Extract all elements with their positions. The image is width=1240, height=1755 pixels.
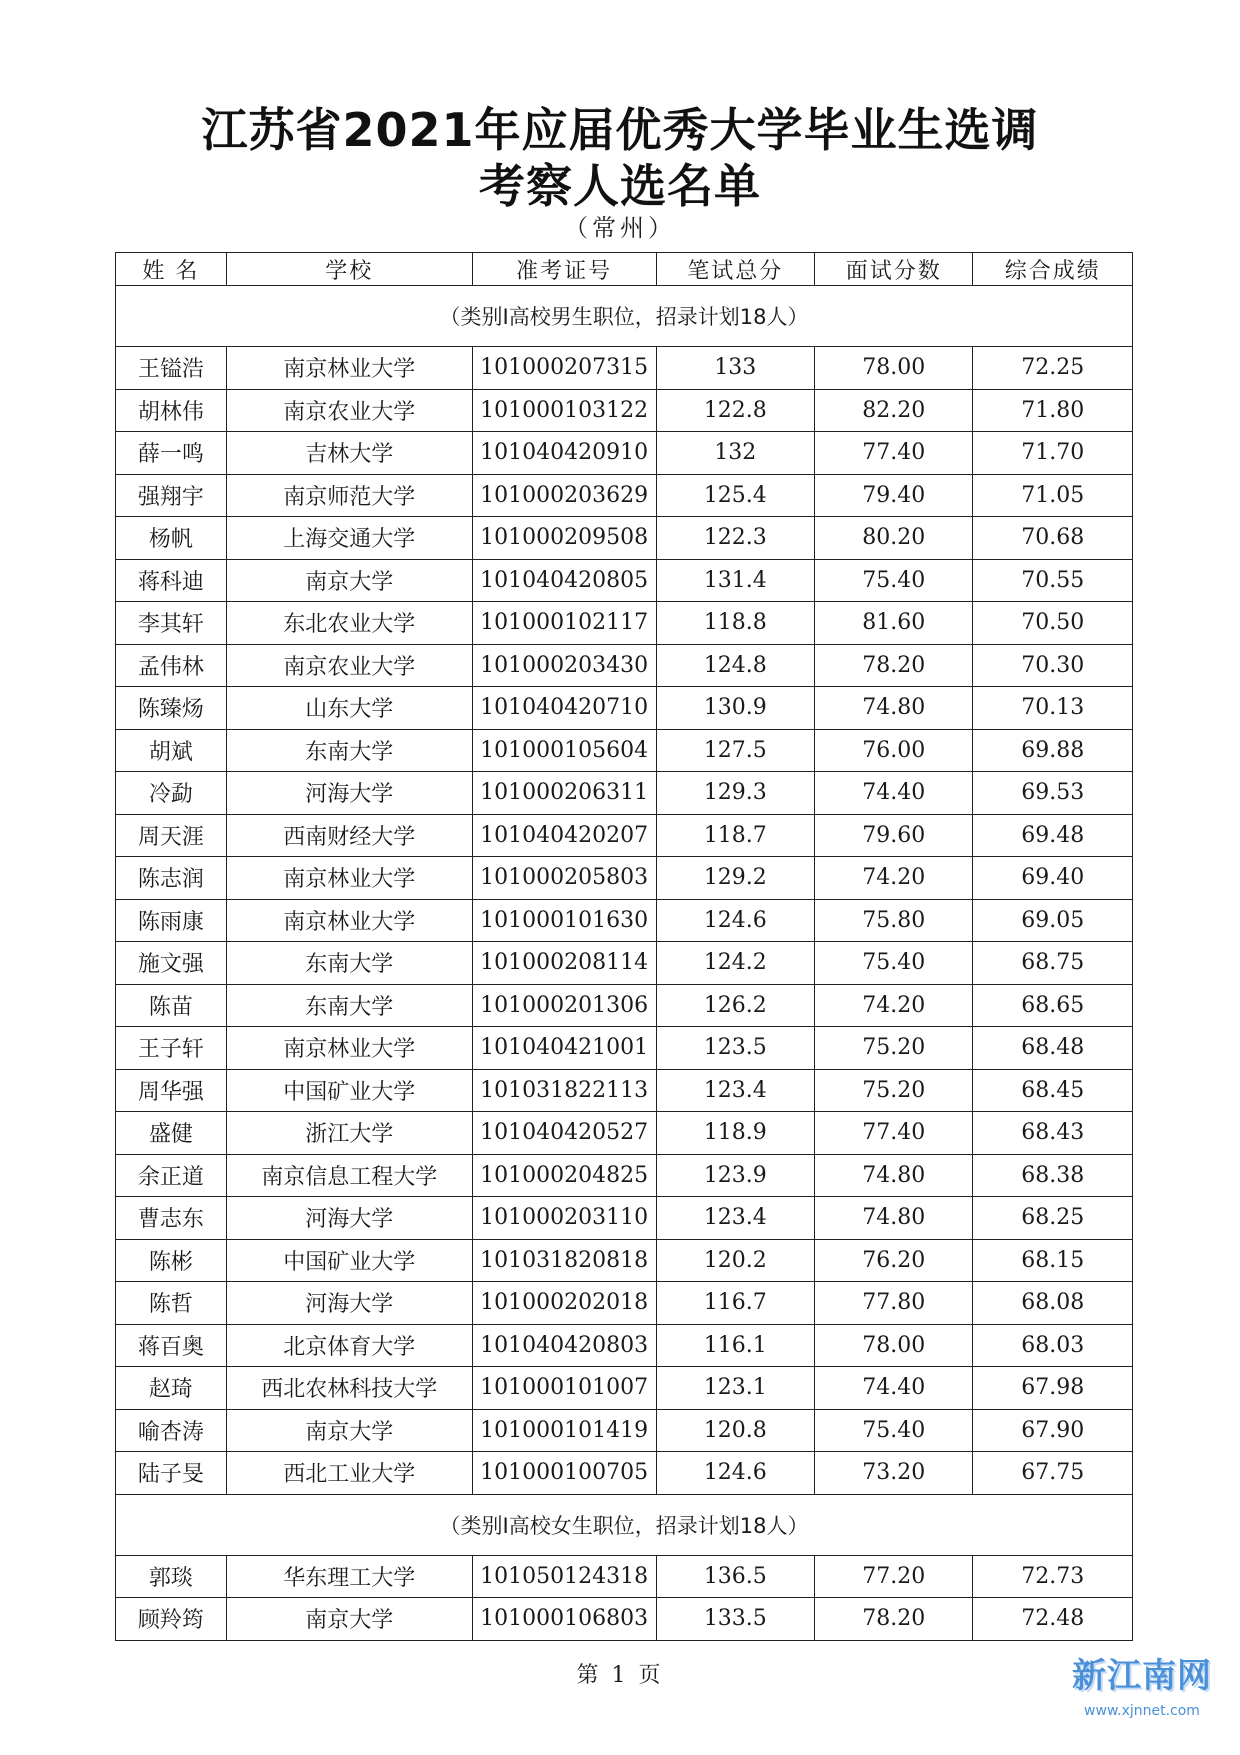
cell-written-score: 131.4 [656,559,814,602]
cell-name: 陈臻炀 [116,687,227,730]
cell-written-score: 123.4 [656,1197,814,1240]
cell-interview-score: 77.20 [815,1555,973,1598]
cell-name: 喻杏涛 [116,1409,227,1452]
cell-interview-score: 78.00 [815,347,973,390]
cell-exam-number: 101000100705 [472,1452,656,1495]
table-row [116,729,1133,772]
cell-exam-number: 101000102117 [472,602,656,645]
cell-total-score: 67.90 [973,1409,1133,1452]
cell-school: 东南大学 [226,729,472,772]
cell-total-score: 71.70 [973,432,1133,475]
cell-written-score: 130.9 [656,687,814,730]
table-row [116,1239,1133,1282]
cell-name: 薛一鸣 [116,432,227,475]
cell-total-score: 69.05 [973,899,1133,942]
cell-school: 西北工业大学 [226,1452,472,1495]
cell-written-score: 118.7 [656,814,814,857]
cell-written-score: 123.1 [656,1367,814,1410]
cell-written-score: 118.8 [656,602,814,645]
table-row [116,474,1133,517]
cell-exam-number: 101040420805 [472,559,656,602]
cell-total-score: 68.75 [973,942,1133,985]
cell-exam-number: 101040420710 [472,687,656,730]
cell-total-score: 68.25 [973,1197,1133,1240]
cell-exam-number: 101000203629 [472,474,656,517]
cell-total-score: 68.48 [973,1027,1133,1070]
table-row [116,1598,1133,1641]
table-row [116,644,1133,687]
cell-written-score: 123.5 [656,1027,814,1070]
cell-name: 陈苗 [116,984,227,1027]
cell-interview-score: 75.20 [815,1027,973,1070]
cell-written-score: 120.8 [656,1409,814,1452]
watermark-url: www.xjnnet.com [1084,1703,1200,1719]
table-row [116,389,1133,432]
table-row [116,899,1133,942]
cell-school: 南京农业大学 [226,644,472,687]
cell-interview-score: 75.40 [815,559,973,602]
cell-written-score: 123.9 [656,1154,814,1197]
cell-interview-score: 79.60 [815,814,973,857]
table-row [116,559,1133,602]
cell-exam-number: 101000204825 [472,1154,656,1197]
cell-school: 南京师范大学 [226,474,472,517]
cell-interview-score: 78.00 [815,1324,973,1367]
cell-exam-number: 101040420207 [472,814,656,857]
cell-written-score: 129.3 [656,772,814,815]
table-row [116,857,1133,900]
cell-name: 顾羚筠 [116,1598,227,1641]
table-row [116,602,1133,645]
cell-interview-score: 74.80 [815,1197,973,1240]
category-label: （类别Ⅰ高校女生职位，招录计划18人） [116,1494,1133,1555]
cell-total-score: 68.43 [973,1112,1133,1155]
cell-name: 郭琰 [116,1555,227,1598]
cell-written-score: 125.4 [656,474,814,517]
header-written-score: 笔试总分 [656,253,814,286]
cell-exam-number: 101000202018 [472,1282,656,1325]
cell-interview-score: 78.20 [815,1598,973,1641]
cell-exam-number: 101000203110 [472,1197,656,1240]
cell-school: 南京信息工程大学 [226,1154,472,1197]
site-watermark [1062,1648,1222,1748]
cell-written-score: 127.5 [656,729,814,772]
cell-written-score: 122.3 [656,517,814,560]
candidate-table [115,252,1133,1641]
table-row [116,1112,1133,1155]
cell-interview-score: 77.80 [815,1282,973,1325]
cell-school: 中国矿业大学 [226,1239,472,1282]
cell-name: 胡斌 [116,729,227,772]
cell-total-score: 69.53 [973,772,1133,815]
header-exam-number: 准考证号 [472,253,656,286]
cell-written-score: 133.5 [656,1598,814,1641]
table-row [116,517,1133,560]
header-name: 姓 名 [116,253,227,286]
cell-exam-number: 101050124318 [472,1555,656,1598]
header-total-score: 综合成绩 [973,253,1133,286]
cell-name: 王镒浩 [116,347,227,390]
cell-name: 周天涯 [116,814,227,857]
cell-name: 胡林伟 [116,389,227,432]
cell-exam-number: 101000106803 [472,1598,656,1641]
cell-school: 南京林业大学 [226,347,472,390]
cell-name: 强翔宇 [116,474,227,517]
cell-interview-score: 73.20 [815,1452,973,1495]
cell-interview-score: 74.40 [815,1367,973,1410]
cell-school: 南京大学 [226,559,472,602]
cell-exam-number: 101000101419 [472,1409,656,1452]
cell-total-score: 72.73 [973,1555,1133,1598]
table-row [116,1069,1133,1112]
cell-total-score: 70.13 [973,687,1133,730]
header-interview-score: 面试分数 [815,253,973,286]
cell-school: 河海大学 [226,1282,472,1325]
table-row [116,1555,1133,1598]
cell-total-score: 69.48 [973,814,1133,857]
cell-total-score: 68.03 [973,1324,1133,1367]
cell-name: 施文强 [116,942,227,985]
cell-name: 蒋百奥 [116,1324,227,1367]
cell-written-score: 120.2 [656,1239,814,1282]
cell-total-score: 70.68 [973,517,1133,560]
cell-total-score: 68.08 [973,1282,1133,1325]
cell-exam-number: 101000101007 [472,1367,656,1410]
cell-exam-number: 101000203430 [472,644,656,687]
cell-exam-number: 101031820818 [472,1239,656,1282]
table-row [116,1027,1133,1070]
cell-school: 西北农林科技大学 [226,1367,472,1410]
cell-school: 华东理工大学 [226,1555,472,1598]
cell-interview-score: 74.80 [815,1154,973,1197]
cell-name: 赵琦 [116,1367,227,1410]
cell-total-score: 72.48 [973,1598,1133,1641]
cell-written-score: 133 [656,347,814,390]
table-row [116,432,1133,475]
cell-total-score: 69.40 [973,857,1133,900]
cell-school: 山东大学 [226,687,472,730]
cell-total-score: 70.30 [973,644,1133,687]
cell-exam-number: 101000206311 [472,772,656,815]
cell-interview-score: 77.40 [815,1112,973,1155]
cell-written-score: 122.8 [656,389,814,432]
cell-written-score: 124.6 [656,899,814,942]
cell-school: 南京大学 [226,1409,472,1452]
cell-school: 中国矿业大学 [226,1069,472,1112]
category-label: （类别Ⅰ高校男生职位，招录计划18人） [116,286,1133,347]
cell-interview-score: 74.40 [815,772,973,815]
cell-exam-number: 101000105604 [472,729,656,772]
cell-written-score: 124.8 [656,644,814,687]
table-row [116,1367,1133,1410]
table-row [116,942,1133,985]
cell-total-score: 68.65 [973,984,1133,1027]
cell-written-score: 116.1 [656,1324,814,1367]
table-row [116,1197,1133,1240]
cell-exam-number: 101040420910 [472,432,656,475]
table-row [116,984,1133,1027]
table-row [116,1282,1133,1325]
cell-exam-number: 101000101630 [472,899,656,942]
cell-written-score: 126.2 [656,984,814,1027]
table-row [116,687,1133,730]
cell-total-score: 72.25 [973,347,1133,390]
cell-exam-number: 101040420527 [472,1112,656,1155]
cell-name: 陈雨康 [116,899,227,942]
cell-name: 冷勐 [116,772,227,815]
cell-written-score: 124.2 [656,942,814,985]
cell-interview-score: 76.20 [815,1239,973,1282]
cell-interview-score: 78.20 [815,644,973,687]
cell-name: 陆子旻 [116,1452,227,1495]
cell-name: 陈哲 [116,1282,227,1325]
cell-exam-number: 101000209508 [472,517,656,560]
cell-school: 东南大学 [226,984,472,1027]
cell-interview-score: 80.20 [815,517,973,560]
table-row [116,347,1133,390]
cell-exam-number: 101000207315 [472,347,656,390]
cell-total-score: 68.15 [973,1239,1133,1282]
cell-total-score: 68.38 [973,1154,1133,1197]
cell-total-score: 71.80 [973,389,1133,432]
cell-exam-number: 101040420803 [472,1324,656,1367]
cell-name: 曹志东 [116,1197,227,1240]
cell-school: 南京农业大学 [226,389,472,432]
cell-name: 周华强 [116,1069,227,1112]
cell-total-score: 69.88 [973,729,1133,772]
table-row [116,1409,1133,1452]
cell-school: 东北农业大学 [226,602,472,645]
cell-name: 蒋科迪 [116,559,227,602]
table-row [116,1154,1133,1197]
cell-interview-score: 82.20 [815,389,973,432]
cell-school: 浙江大学 [226,1112,472,1155]
cell-written-score: 124.6 [656,1452,814,1495]
cell-interview-score: 75.20 [815,1069,973,1112]
cell-interview-score: 81.60 [815,602,973,645]
page-number: 第 1 页 [576,1663,664,1688]
cell-interview-score: 75.80 [815,899,973,942]
cell-written-score: 129.2 [656,857,814,900]
cell-school: 北京体育大学 [226,1324,472,1367]
table-row [116,1452,1133,1495]
cell-interview-score: 77.40 [815,432,973,475]
cell-interview-score: 75.40 [815,1409,973,1452]
cell-interview-score: 75.40 [815,942,973,985]
cell-interview-score: 79.40 [815,474,973,517]
table-row [116,814,1133,857]
cell-school: 西南财经大学 [226,814,472,857]
document-title-line-1: 江苏省2021年应届优秀大学毕业生选调 [201,103,1039,157]
cell-total-score: 67.75 [973,1452,1133,1495]
cell-interview-score: 76.00 [815,729,973,772]
cell-interview-score: 74.80 [815,687,973,730]
cell-exam-number: 101000208114 [472,942,656,985]
cell-exam-number: 101040421001 [472,1027,656,1070]
document-subtitle: （常州） [564,214,676,242]
cell-total-score: 71.05 [973,474,1133,517]
cell-school: 南京林业大学 [226,857,472,900]
cell-school: 南京林业大学 [226,1027,472,1070]
cell-name: 陈志润 [116,857,227,900]
cell-total-score: 70.50 [973,602,1133,645]
cell-school: 东南大学 [226,942,472,985]
cell-school: 南京大学 [226,1598,472,1641]
cell-written-score: 118.9 [656,1112,814,1155]
cell-name: 盛健 [116,1112,227,1155]
cell-total-score: 70.55 [973,559,1133,602]
cell-interview-score: 74.20 [815,857,973,900]
header-school: 学校 [226,253,472,286]
document-title-line-2: 考察人选名单 [479,159,761,213]
cell-total-score: 68.45 [973,1069,1133,1112]
cell-name: 王子轩 [116,1027,227,1070]
table-header-row [116,253,1133,286]
cell-name: 孟伟林 [116,644,227,687]
table-body [116,286,1133,1641]
category-row [116,1494,1133,1555]
cell-written-score: 123.4 [656,1069,814,1112]
cell-school: 河海大学 [226,1197,472,1240]
cell-name: 余正道 [116,1154,227,1197]
cell-name: 陈彬 [116,1239,227,1282]
cell-total-score: 67.98 [973,1367,1133,1410]
cell-written-score: 116.7 [656,1282,814,1325]
cell-exam-number: 101000103122 [472,389,656,432]
cell-interview-score: 74.20 [815,984,973,1027]
cell-exam-number: 101000205803 [472,857,656,900]
category-row [116,286,1133,347]
cell-exam-number: 101031822113 [472,1069,656,1112]
cell-school: 河海大学 [226,772,472,815]
cell-written-score: 132 [656,432,814,475]
table-row [116,772,1133,815]
table-row [116,1324,1133,1367]
cell-name: 李其轩 [116,602,227,645]
cell-school: 南京林业大学 [226,899,472,942]
cell-school: 上海交通大学 [226,517,472,560]
cell-exam-number: 101000201306 [472,984,656,1027]
cell-school: 吉林大学 [226,432,472,475]
cell-written-score: 136.5 [656,1555,814,1598]
watermark-logo: 新江南网 [1072,1656,1212,1696]
cell-name: 杨帆 [116,517,227,560]
